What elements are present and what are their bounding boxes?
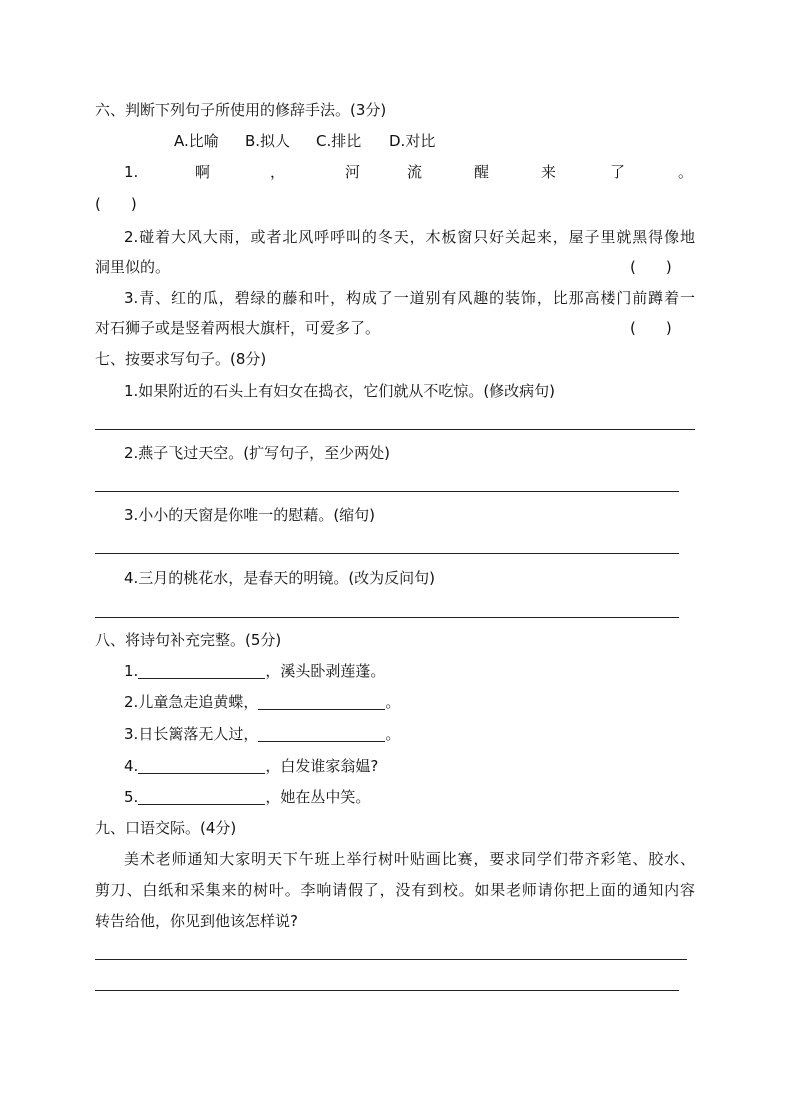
poem-text-before: 儿童急走追黄蝶， — [138, 693, 259, 711]
option-b: B.拟人 — [245, 132, 291, 150]
option-c: C.排比 — [316, 132, 362, 150]
rewrite-item: 2.燕子飞过天空。(扩写句子，至少两处) — [124, 444, 391, 462]
rewrite-item: 1.如果附近的石头上有妇女在捣衣，它们就从不吃惊。(修改病句) — [124, 382, 556, 400]
prompt-line: 转告给他，你见到他该怎样说? — [95, 912, 298, 930]
question-1-char: 了 — [610, 163, 626, 181]
poem-text-after: ，白发谁家翁媪? — [265, 757, 379, 775]
option-a: A.比喻 — [174, 132, 219, 150]
question-1-char: 河 — [345, 163, 361, 181]
option-d: D.对比 — [389, 132, 436, 150]
answer-line[interactable] — [95, 491, 679, 492]
question-1-char: 啊 — [195, 163, 211, 181]
poem-number: 4. — [124, 757, 139, 775]
poem-item — [124, 661, 385, 681]
answer-line[interactable] — [95, 429, 695, 430]
poem-blank[interactable] — [258, 694, 385, 710]
poem-text-after: ，溪头卧剥莲蓬。 — [265, 662, 386, 680]
question-2-line-1: 2.碰着大风大雨，或者北风呼呼叫的冬天，木板窗只好关起来，屋子里就黑得像地 — [124, 228, 695, 246]
question-1-char: 。 — [678, 163, 694, 181]
question-1-number: 1. — [124, 163, 139, 181]
answer-paren[interactable]: ( ) — [630, 319, 672, 337]
poem-number: 2. — [124, 693, 139, 711]
section-6-heading: 六、判断下列句子所使用的修辞手法。(3分) — [95, 101, 387, 119]
prompt-line: 美术老师通知大家明天下午班上举行树叶贴画比赛，要求同学们带齐彩笔、胶水、 — [124, 850, 695, 868]
poem-number: 3. — [124, 725, 139, 743]
poem-number: 5. — [124, 788, 139, 806]
question-3-line-1: 3.青、红的瓜，碧绿的藤和叶，构成了一道别有风趣的装饰，比那高楼门前蹲着一 — [124, 289, 695, 307]
poem-blank[interactable] — [138, 663, 265, 679]
answer-paren[interactable]: ( ) — [95, 195, 137, 213]
answer-line[interactable] — [95, 617, 679, 618]
question-1-char: ， — [270, 163, 286, 181]
poem-text-after: 。 — [385, 693, 401, 711]
question-2-line-2: 洞里似的。 — [95, 258, 171, 276]
poem-text-before: 日长篱落无人过， — [138, 725, 259, 743]
poem-text-after: ，她在丛中笑。 — [265, 788, 371, 806]
poem-item — [124, 787, 370, 807]
prompt-line: 剪刀、白纸和采集来的树叶。李响请假了，没有到校。如果老师请你把上面的通知内容 — [95, 881, 695, 899]
answer-paren[interactable]: ( ) — [630, 258, 672, 276]
question-1-char: 来 — [541, 163, 557, 181]
section-9-heading: 九、口语交际。(4分) — [95, 819, 237, 837]
poem-item — [124, 756, 378, 776]
poem-text-after: 。 — [385, 725, 401, 743]
section-7-heading: 七、按要求写句子。(8分) — [95, 350, 267, 368]
rewrite-item: 4.三月的桃花水，是春天的明镜。(改为反问句) — [124, 569, 436, 587]
poem-item — [124, 724, 400, 744]
answer-line[interactable] — [95, 553, 679, 554]
section-8-heading: 八、将诗句补充完整。(5分) — [95, 631, 282, 649]
poem-number: 1. — [124, 662, 139, 680]
poem-blank[interactable] — [138, 789, 265, 805]
answer-line[interactable] — [95, 990, 679, 991]
question-1-char: 流 — [407, 163, 423, 181]
rewrite-item: 3.小小的天窗是你唯一的慰藉。(缩句) — [124, 506, 376, 524]
question-1-char: 醒 — [474, 163, 490, 181]
poem-blank[interactable] — [258, 726, 385, 742]
question-3-line-2: 对石狮子或是竖着两根大旗杆，可爱多了。 — [95, 319, 381, 337]
poem-item — [124, 692, 400, 712]
poem-blank[interactable] — [138, 758, 265, 774]
answer-line[interactable] — [95, 959, 687, 960]
